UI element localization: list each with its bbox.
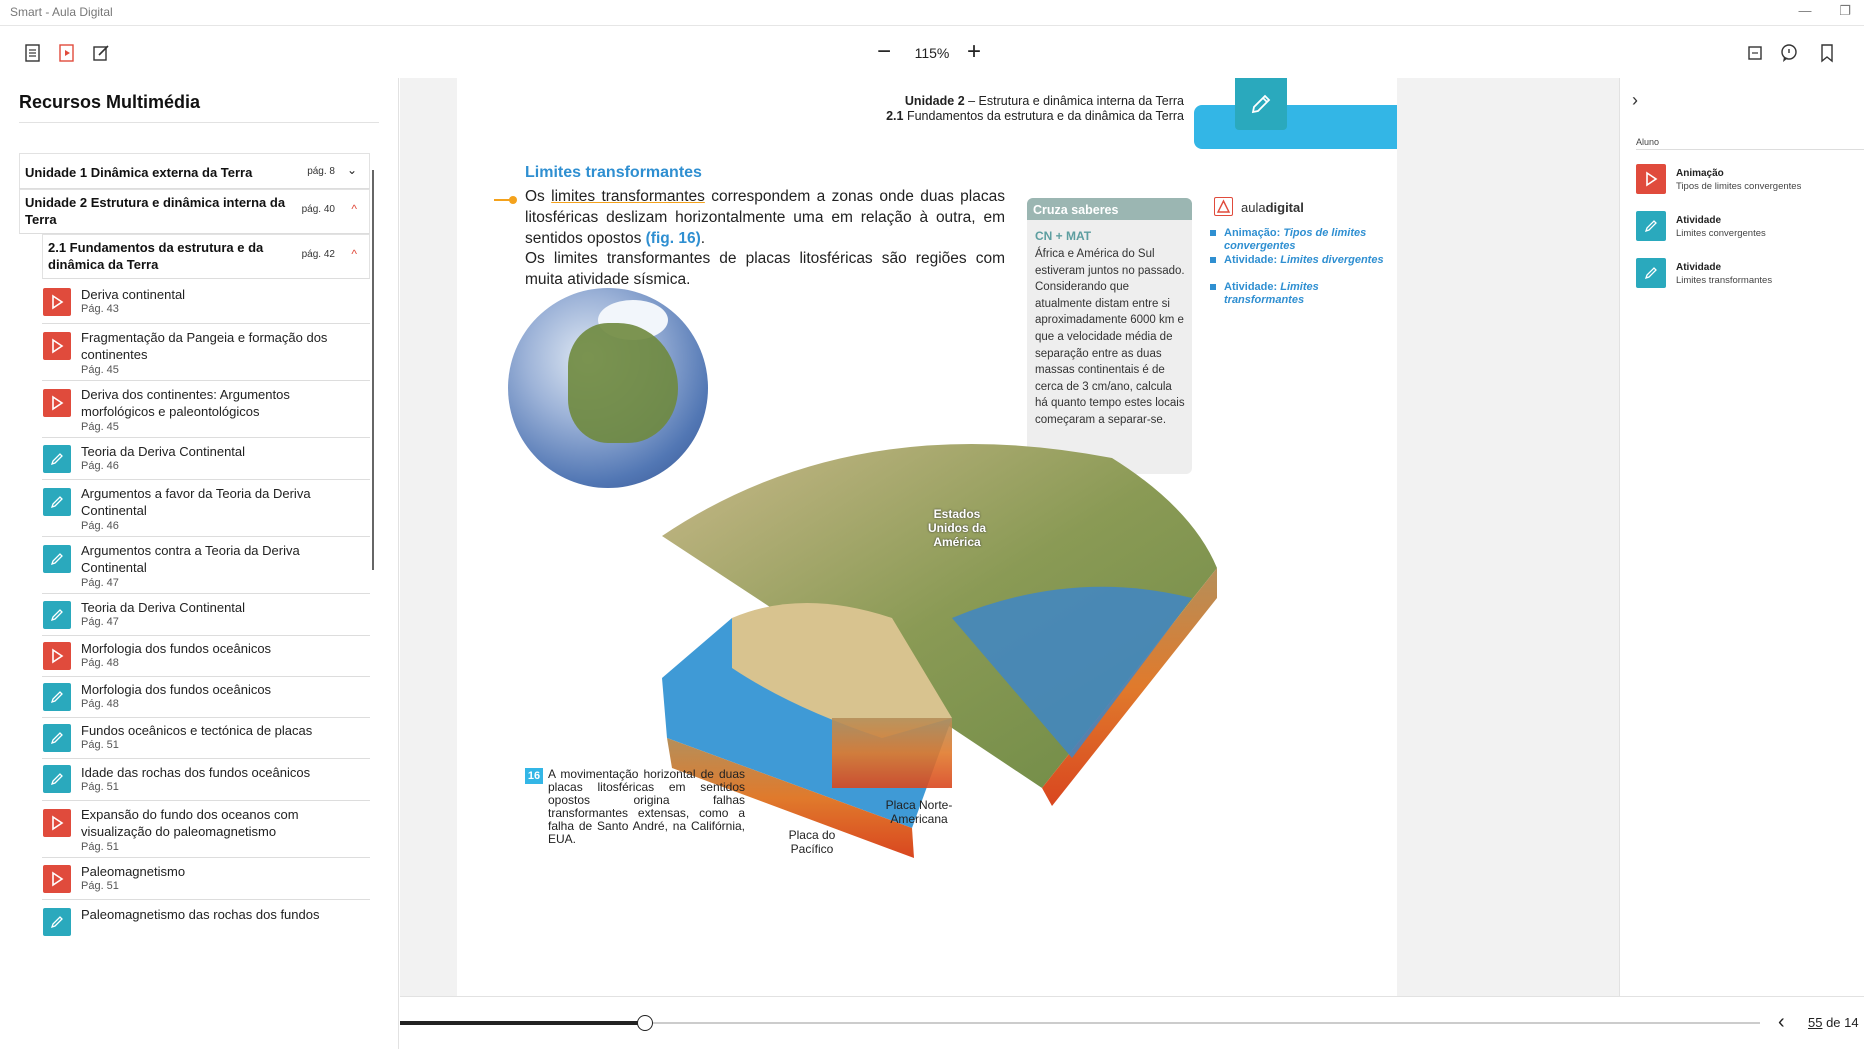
comment-icon[interactable] [1778, 42, 1800, 64]
figure-reference[interactable]: (fig. 16) [645, 230, 701, 247]
play-icon [43, 332, 71, 360]
pencil-icon [43, 724, 71, 752]
play-icon [43, 809, 71, 837]
resource-item[interactable] [42, 759, 370, 801]
pencil-icon [43, 601, 71, 629]
zoom-out-button[interactable]: − [876, 38, 891, 65]
play-icon [43, 389, 71, 417]
item-label: Deriva dos continentes: Argumentos morfológicos e paleontológicos [81, 387, 290, 419]
divider [1636, 149, 1864, 150]
play-icon [43, 288, 71, 316]
aula-link[interactable] [1210, 281, 1385, 307]
key-icon [494, 195, 518, 205]
page-header-section [886, 109, 1184, 123]
paragraph-2: Os limites transformantes de placas litosféricas são regiões com muita atividade sísmica. [525, 250, 1005, 288]
item-label: Morfologia dos fundos oceânicos [81, 641, 272, 656]
item-page: Pág. 47 [81, 577, 119, 589]
cruza-title: Cruza saberes [1033, 203, 1119, 217]
resource-item[interactable] [42, 594, 370, 636]
resource-item[interactable] [42, 636, 370, 677]
link-kind: Atividade: [1224, 281, 1278, 293]
item-label: Expansão do fundo dos oceanos com visualização do paleomagnetismo [81, 807, 299, 839]
item-page: Pág. 47 [81, 616, 119, 628]
resource-desc: Limites transformantes [1676, 275, 1773, 286]
p1-text-a: Os [525, 188, 552, 205]
pencil-icon [43, 765, 71, 793]
chevron-right-icon[interactable]: › [1632, 90, 1638, 110]
link-title: Tipos de limites convergentes [1224, 227, 1367, 252]
unit-label: Unidade 1 Dinâmica externa da Terra [25, 165, 253, 180]
sidebar-title: Recursos Multimédia [19, 92, 201, 112]
link-kind: Animação: [1224, 227, 1281, 239]
pencil-icon [43, 488, 71, 516]
pencil-fab-button[interactable] [1235, 78, 1287, 130]
paragraph-1 [525, 186, 1005, 249]
unit-page: pág. 40 [301, 204, 335, 215]
figure-caption: A movimentação horizontal de duas placas litosféricas em sentidos opostos origina falhas transformantes extensas, como a falha de Santo André, na Califórnia, EUA. [548, 767, 745, 846]
item-page: Pág. 43 [81, 303, 119, 315]
section-page: pág. 42 [301, 249, 335, 260]
item-label: Argumentos a favor da Teoria da Deriva Continental [81, 486, 311, 518]
toc-icon[interactable] [22, 42, 44, 64]
bullet-icon [1210, 284, 1216, 290]
item-label: Morfologia dos fundos oceânicos [81, 682, 272, 697]
bookmark-icon[interactable] [1816, 42, 1838, 64]
resource-type: Atividade [1676, 262, 1722, 273]
item-label: Paleomagnetismo [81, 864, 186, 879]
resource-item[interactable] [42, 801, 370, 858]
link-kind: Atividade: [1224, 254, 1278, 266]
item-page: Pág. 45 [81, 421, 119, 433]
cruza-body: África e América do Sul estiveram juntos no passado. Considerando que atualmente distam entre si aproximadamente 6000 km e que a velocidade média de separação entre as duas massas continentais é de cerca de 3 cm/ano, calcula há quanto tempo estes locais começaram a separar-se. [1035, 248, 1185, 426]
multimedia-sidebar [0, 78, 399, 1049]
resource-item[interactable] [42, 281, 370, 324]
resource-item[interactable] [42, 324, 370, 381]
play-icon [43, 865, 71, 893]
item-label: Deriva continental [81, 287, 186, 302]
resource-item[interactable] [42, 858, 370, 900]
minimize-button[interactable]: — [1798, 3, 1812, 18]
aula-link[interactable] [1210, 254, 1385, 267]
aula-digital-logo-icon [1214, 197, 1233, 216]
panel-resource-item[interactable] [1636, 164, 1856, 198]
restore-button[interactable]: ❐ [1839, 3, 1851, 18]
resource-type: Animação [1676, 168, 1724, 179]
resource-item[interactable] [42, 677, 370, 718]
section-title: Limites transformantes [525, 164, 702, 181]
fit-page-icon[interactable] [1744, 42, 1766, 64]
item-page: Pág. 51 [81, 841, 119, 853]
unit-2-row[interactable] [19, 189, 370, 234]
chevron-down-icon[interactable]: ⌄ [346, 163, 357, 177]
label-pacific-plate: Placa do Pacífico [788, 828, 836, 856]
resource-desc: Limites convergentes [1676, 228, 1766, 239]
panel-resource-item[interactable] [1636, 258, 1856, 292]
bullet-icon [1210, 257, 1216, 263]
panel-section-label: Aluno [1636, 137, 1660, 147]
zoom-level: 115% [914, 45, 950, 61]
p1-text-c: . [700, 230, 706, 247]
item-label: Teoria da Deriva Continental [81, 444, 246, 459]
pencil-icon [43, 908, 71, 936]
item-page: Pág. 46 [81, 460, 119, 472]
logo-text-b: digital [1265, 200, 1304, 215]
unit-1-row[interactable] [19, 153, 370, 189]
header-section-rest: Fundamentos da estrutura e da dinâmica da Terra [903, 109, 1184, 123]
previous-page-button[interactable]: ‹ [1778, 1011, 1785, 1033]
zoom-in-button[interactable]: + [966, 38, 981, 65]
unit-label: Unidade 2 Estrutura e dinâmica interna da Terra [25, 195, 286, 227]
item-label: Fundos oceânicos e tectónica de placas [81, 723, 313, 738]
aula-link[interactable] [1210, 227, 1385, 253]
resource-item[interactable] [42, 438, 370, 480]
header-band [1194, 105, 1397, 149]
pencil-icon [1636, 258, 1666, 288]
page-total: de 14 [1822, 1015, 1859, 1030]
aula-digital-logo [1241, 200, 1304, 215]
logo-text-a: aula [1241, 200, 1266, 215]
section-label: 2.1 Fundamentos da estrutura e da dinâmica da Terra [48, 240, 264, 272]
item-label: Teoria da Deriva Continental [81, 600, 246, 615]
label-north-american-plate: Placa Norte-Americana [885, 798, 953, 826]
sidebar-scrollbar[interactable] [372, 170, 374, 570]
item-page: Pág. 48 [81, 657, 119, 669]
item-page: Pág. 45 [81, 364, 119, 376]
page-slider-thumb[interactable] [637, 1015, 653, 1031]
item-label: Argumentos contra a Teoria da Deriva Continental [81, 543, 300, 575]
title-bar [0, 0, 1864, 26]
book-page [457, 78, 1397, 996]
annotate-icon[interactable] [90, 42, 112, 64]
item-page: Pág. 48 [81, 698, 119, 710]
play-icon [43, 642, 71, 670]
page-slider-fill [400, 1021, 645, 1025]
header-unit-rest: – Estrutura e dinâmica interna da Terra [964, 94, 1184, 108]
resource-item[interactable] [42, 537, 370, 594]
page-viewer[interactable] [400, 78, 1619, 996]
item-page: Pág. 51 [81, 781, 119, 793]
resource-item[interactable] [42, 480, 370, 537]
unit-page: pág. 8 [307, 166, 335, 177]
link-title: Limites transformantes [1224, 281, 1319, 306]
app-title: Smart - Aula Digital [10, 5, 113, 19]
link-title: Limites divergentes [1280, 254, 1384, 266]
item-label: Paleomagnetismo das rochas dos fundos [81, 907, 320, 922]
item-label: Fragmentação da Pangeia e formação dos continentes [81, 330, 328, 362]
label-usa: Estados Unidos da América [927, 507, 986, 549]
pencil-icon [43, 683, 71, 711]
resource-desc: Tipos de limites convergentes [1676, 181, 1802, 192]
pencil-icon [43, 545, 71, 573]
pencil-icon [43, 445, 71, 473]
cruza-subtitle: CN + MAT [1035, 229, 1092, 243]
resources-panel [1619, 78, 1864, 1049]
header-unit-bold: Unidade 2 [904, 94, 965, 108]
page-header-unit [905, 94, 1184, 108]
cruza-header [1027, 198, 1192, 220]
resource-item[interactable] [42, 900, 370, 942]
item-label: Idade das rochas dos fundos oceânicos [81, 765, 311, 780]
key-term: limites transformantes [551, 188, 705, 205]
p1-text-b: correspondem a zonas onde duas placas litosféricas deslizam horizontalmente uma em relação à outra, em sentidos opostos [525, 188, 1005, 247]
page-indicator[interactable] [1808, 1015, 1859, 1030]
figure-number-badge: 16 [525, 768, 543, 784]
multimedia-icon[interactable] [56, 42, 78, 64]
section-2-1-row[interactable] [42, 234, 370, 279]
resource-item[interactable] [42, 718, 370, 759]
header-section-bold: 2.1 [886, 109, 904, 123]
item-page: Pág. 46 [81, 520, 119, 532]
item-page: Pág. 51 [81, 880, 119, 892]
current-page[interactable]: 55 [1808, 1015, 1823, 1030]
item-page: Pág. 51 [81, 739, 119, 751]
page-navigation-bar [400, 996, 1864, 1049]
chevron-up-icon[interactable]: ^ [351, 202, 357, 216]
play-icon [1636, 164, 1666, 194]
chevron-up-icon[interactable]: ^ [351, 247, 357, 261]
toolbar [0, 26, 1864, 78]
panel-resource-item[interactable] [1636, 211, 1856, 245]
resource-item[interactable] [42, 381, 370, 438]
pencil-icon [1636, 211, 1666, 241]
divider [19, 122, 379, 123]
bullet-icon [1210, 230, 1216, 236]
resource-type: Atividade [1676, 215, 1722, 226]
